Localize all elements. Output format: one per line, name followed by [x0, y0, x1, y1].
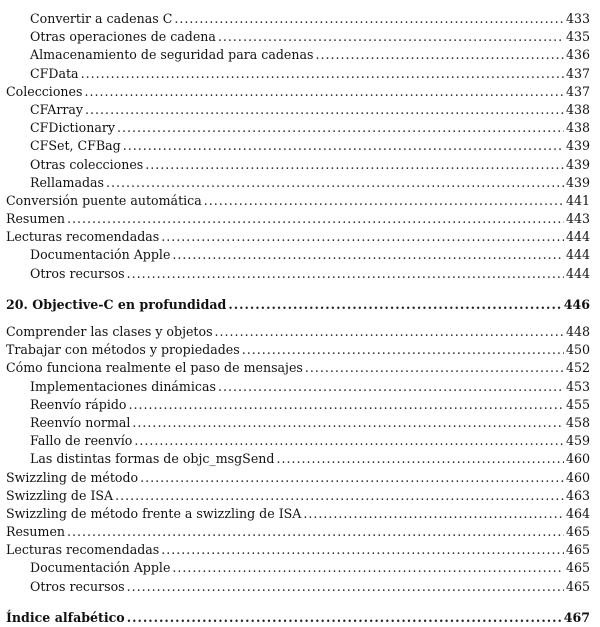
dot-leader: [218, 28, 564, 46]
toc-entry-page-number: 467: [563, 609, 590, 625]
toc-entry-title: Swizzling de método: [6, 469, 139, 485]
dot-leader: [127, 578, 564, 596]
toc-entry-title: 20. Objective-C en profundidad: [6, 296, 227, 312]
toc-entry-title: Otras colecciones: [30, 156, 144, 172]
toc-entry-title: CFData: [30, 65, 79, 81]
toc-entry[interactable]: [6, 83, 590, 101]
dot-leader: [305, 359, 564, 377]
toc-entry-title: Comprender las clases y objetos: [6, 324, 213, 339]
toc-chapter-entry[interactable]: [6, 296, 590, 314]
toc-entry[interactable]: [6, 432, 590, 450]
toc-entry-title: Colecciones: [6, 83, 83, 99]
dot-leader: [228, 296, 561, 314]
toc-entry-title: Swizzling de ISA: [6, 487, 114, 503]
toc-entry[interactable]: [6, 396, 590, 414]
toc-entry-title: CFDictionary: [30, 120, 115, 136]
toc-entry-title: Almacenamiento de seguridad para cadenas: [30, 47, 314, 63]
dot-leader: [174, 10, 564, 28]
toc-entry-page-number: 439: [565, 138, 590, 154]
toc-entry-title: Lecturas recomendadas: [6, 229, 160, 245]
dot-leader: [115, 487, 564, 505]
toc-entry[interactable]: [6, 414, 590, 432]
toc-entry-page-number: 436: [565, 47, 590, 63]
toc-entry[interactable]: [6, 246, 590, 264]
dot-leader: [145, 156, 564, 174]
toc-entry-page-number: 444: [565, 229, 590, 245]
dot-leader: [303, 505, 564, 523]
toc-entry-page-number: 465: [565, 524, 590, 540]
toc-entry-title: Reenvío rápido: [30, 396, 127, 412]
toc-entry-page-number: 437: [565, 83, 590, 99]
toc-entry-title: Otros recursos: [30, 578, 125, 594]
toc-entry-title: Lecturas recomendadas: [6, 542, 160, 558]
toc-entry-page-number: 450: [565, 342, 590, 358]
dot-leader: [127, 609, 562, 627]
toc-entry[interactable]: [6, 541, 590, 559]
toc-entry-title: CFArray: [30, 101, 84, 117]
toc-entry-page-number: 455: [565, 396, 590, 412]
toc-entry-title: Documentación Apple: [30, 247, 171, 263]
toc-entry[interactable]: [6, 101, 590, 119]
toc-entry-page-number: 459: [565, 433, 590, 449]
toc-entry-page-number: 439: [565, 156, 590, 172]
toc-entry-page-number: 433: [565, 11, 590, 26]
toc-entry-title: Resumen: [6, 524, 66, 540]
dot-leader: [140, 469, 564, 487]
dot-leader: [132, 414, 564, 432]
dot-leader: [215, 323, 564, 341]
toc-entry[interactable]: [6, 323, 590, 341]
toc-entry[interactable]: [6, 559, 590, 577]
dot-leader: [218, 378, 564, 396]
toc-entry-page-number: 438: [565, 101, 590, 117]
toc-entry-title: Otros recursos: [30, 265, 125, 281]
dot-leader: [204, 192, 564, 210]
toc-entry-page-number: 437: [565, 65, 590, 81]
dot-leader: [161, 228, 564, 246]
toc-entry[interactable]: [6, 359, 590, 377]
toc-entry-title: Trabajar con métodos y propiedades: [6, 342, 240, 358]
toc-entry[interactable]: [6, 119, 590, 137]
toc-entry-title: Conversión puente automática: [6, 192, 202, 208]
toc-entry[interactable]: [6, 46, 590, 64]
toc-entry[interactable]: [6, 341, 590, 359]
toc-entry-page-number: 452: [565, 360, 590, 376]
toc-entry[interactable]: [6, 523, 590, 541]
toc-entry-page-number: 463: [565, 487, 590, 503]
toc-entry-title: Swizzling de método frente a swizzling de ISA: [6, 505, 302, 521]
toc-entry-title: CFSet, CFBag: [30, 138, 121, 154]
dot-leader: [106, 174, 564, 192]
dot-leader: [134, 432, 564, 450]
toc-entry-page-number: 453: [565, 378, 590, 394]
dot-leader: [67, 210, 564, 228]
toc-entry[interactable]: [6, 228, 590, 246]
toc-entry[interactable]: [6, 265, 590, 283]
toc-entry[interactable]: [6, 174, 590, 192]
table-of-contents: [6, 10, 590, 627]
toc-entry-page-number: 460: [565, 451, 590, 467]
toc-entry[interactable]: [6, 450, 590, 468]
toc-entry[interactable]: [6, 28, 590, 46]
toc-entry[interactable]: [6, 487, 590, 505]
toc-entry[interactable]: [6, 192, 590, 210]
toc-entry[interactable]: [6, 469, 590, 487]
dot-leader: [172, 246, 564, 264]
toc-entry-page-number: 439: [565, 174, 590, 190]
toc-entry-page-number: 458: [565, 414, 590, 430]
toc-entry-page-number: 464: [565, 505, 590, 521]
toc-entry[interactable]: [6, 65, 590, 83]
toc-entry-page-number: 443: [565, 211, 590, 227]
toc-entry-title: Rellamadas: [30, 174, 104, 190]
dot-leader: [172, 559, 564, 577]
dot-leader: [161, 541, 564, 559]
dot-leader: [67, 523, 564, 541]
toc-entry-page-number: 444: [565, 247, 590, 263]
toc-entry-title: Reenvío normal: [30, 414, 131, 430]
dot-leader: [85, 101, 564, 119]
dot-leader: [84, 83, 564, 101]
toc-entry-page-number: 441: [565, 192, 590, 208]
toc-entry-title: Otras operaciones de cadena: [30, 29, 216, 45]
toc-chapter-entry[interactable]: [6, 609, 590, 627]
dot-leader: [117, 119, 564, 137]
toc-entry-title: Cómo funciona realmente el paso de mensajes: [6, 360, 303, 376]
toc-entry-title: Fallo de reenvío: [30, 433, 133, 449]
toc-entry[interactable]: [6, 378, 590, 396]
dot-leader: [242, 341, 564, 359]
toc-entry-page-number: 435: [565, 29, 590, 45]
dot-leader: [276, 450, 564, 468]
toc-entry[interactable]: [6, 578, 590, 596]
toc-entry[interactable]: [6, 210, 590, 228]
toc-entry-title: Convertir a cadenas C: [30, 11, 173, 26]
dot-leader: [123, 137, 564, 155]
dot-leader: [81, 65, 564, 83]
dot-leader: [127, 265, 564, 283]
toc-entry[interactable]: [6, 10, 590, 28]
toc-entry-page-number: 438: [565, 120, 590, 136]
toc-entry-title: Resumen: [6, 211, 66, 227]
toc-entry-title: Documentación Apple: [30, 560, 171, 576]
toc-entry-page-number: 448: [565, 324, 590, 339]
toc-entry-page-number: 444: [565, 265, 590, 281]
toc-entry[interactable]: [6, 156, 590, 174]
toc-entry[interactable]: [6, 505, 590, 523]
toc-entry-page-number: 465: [565, 542, 590, 558]
toc-entry-title: Las distintas formas de objc_msgSend: [30, 451, 275, 467]
toc-entry[interactable]: [6, 137, 590, 155]
toc-entry-page-number: 460: [565, 469, 590, 485]
toc-entry-title: Implementaciones dinámicas: [30, 378, 216, 394]
toc-entry-page-number: 446: [563, 296, 590, 312]
toc-entry-title: Índice alfabético: [6, 609, 125, 625]
dot-leader: [129, 396, 564, 414]
dot-leader: [315, 46, 564, 64]
toc-entry-page-number: 465: [565, 578, 590, 594]
toc-entry-page-number: 465: [565, 560, 590, 576]
